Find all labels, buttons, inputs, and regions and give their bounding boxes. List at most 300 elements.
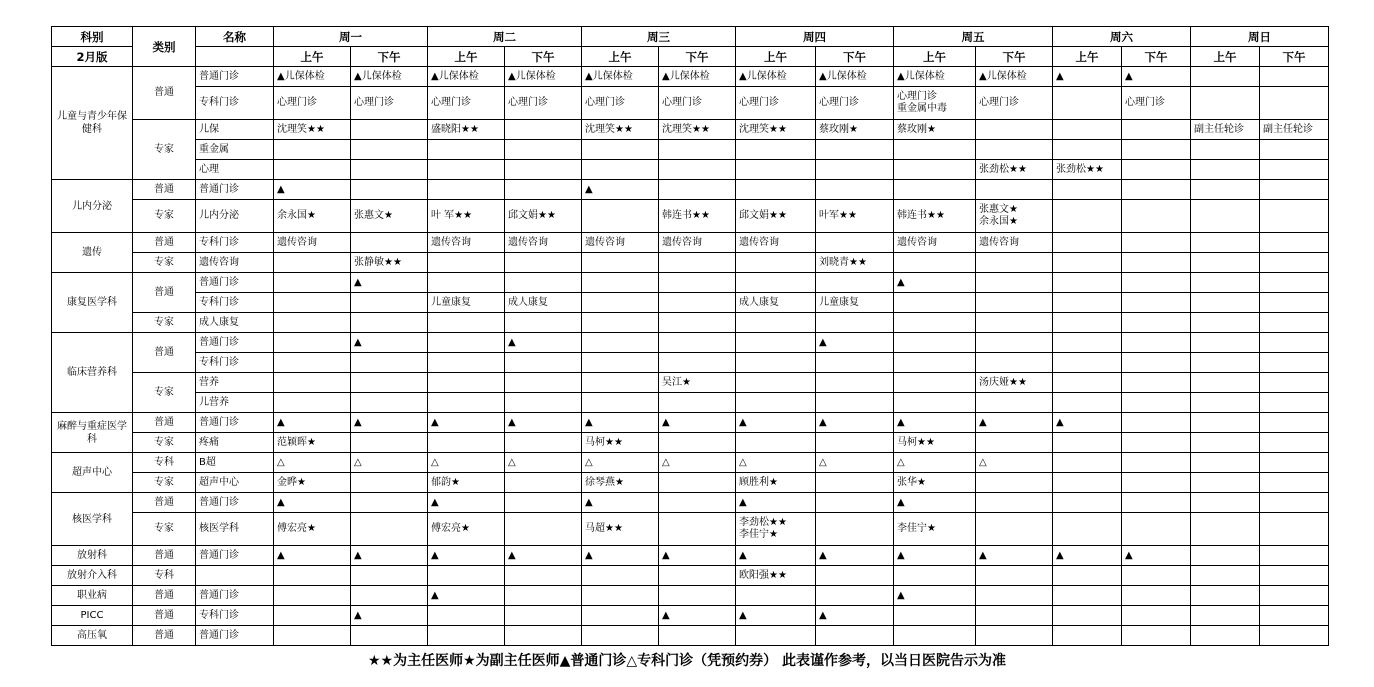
slot-cell	[505, 140, 582, 160]
slot-cell: ▲	[894, 586, 976, 606]
slot-cell	[428, 393, 505, 413]
slot-cell	[582, 313, 659, 333]
slot-cell	[1122, 453, 1191, 473]
slot-cell: ▲	[582, 180, 659, 200]
am-header: 上午	[736, 47, 816, 67]
slot-cell	[659, 160, 736, 180]
department-cell: 核医学科	[52, 493, 133, 546]
slot-cell: 张华★	[894, 473, 976, 493]
slot-cell: ▲	[976, 413, 1053, 433]
slot-cell	[659, 313, 736, 333]
slot-cell	[582, 566, 659, 586]
slot-cell	[1053, 453, 1122, 473]
slot-cell	[736, 393, 816, 413]
slot-cell: ▲儿保体检	[351, 67, 428, 87]
slot-cell: ▲	[976, 546, 1053, 566]
slot-cell	[1191, 493, 1260, 513]
slot-cell	[1191, 586, 1260, 606]
slot-cell	[1260, 200, 1329, 233]
slot-cell	[1191, 513, 1260, 546]
slot-cell	[1260, 393, 1329, 413]
slot-cell	[816, 586, 894, 606]
slot-cell: △	[428, 453, 505, 473]
department-cell: 康复医学科	[52, 273, 133, 333]
slot-cell: △	[351, 453, 428, 473]
slot-cell	[1191, 293, 1260, 313]
version-label: 2月版	[52, 47, 133, 67]
slot-cell: 张惠文★	[351, 200, 428, 233]
clinic-name-cell: 营养	[196, 373, 274, 393]
slot-cell	[428, 333, 505, 353]
slot-cell	[1260, 513, 1329, 546]
slot-cell	[1053, 180, 1122, 200]
schedule-row	[52, 273, 1329, 293]
slot-cell: 张劲松★★	[1053, 160, 1122, 180]
slot-cell: 马柯★★	[894, 433, 976, 453]
schedule-row	[52, 180, 1329, 200]
slot-cell	[1053, 353, 1122, 373]
clinic-name-cell	[196, 566, 274, 586]
slot-cell	[1191, 273, 1260, 293]
slot-cell: △	[736, 453, 816, 473]
slot-cell	[1191, 140, 1260, 160]
slot-cell	[505, 606, 582, 626]
slot-cell: 马超★★	[582, 513, 659, 546]
slot-cell	[1053, 473, 1122, 493]
category-cell: 专家	[133, 120, 196, 180]
slot-cell	[274, 393, 351, 413]
slot-cell: 沈理笑★★	[274, 120, 351, 140]
slot-cell: 傅宏亮★	[428, 513, 505, 546]
schedule-row	[52, 140, 1329, 160]
slot-cell	[428, 180, 505, 200]
slot-cell	[428, 606, 505, 626]
slot-cell: ▲	[274, 546, 351, 566]
category-cell: 普通	[133, 233, 196, 253]
slot-cell	[428, 566, 505, 586]
slot-cell	[659, 513, 736, 546]
slot-cell	[351, 493, 428, 513]
slot-cell	[274, 333, 351, 353]
slot-cell: ▲	[736, 546, 816, 566]
slot-cell	[1122, 160, 1191, 180]
schedule-row	[52, 67, 1329, 87]
slot-cell	[894, 373, 976, 393]
slot-cell	[894, 353, 976, 373]
slot-cell: 遗传咨询	[659, 233, 736, 253]
slot-cell: ▲	[659, 546, 736, 566]
slot-cell	[976, 513, 1053, 546]
slot-cell	[582, 293, 659, 313]
slot-cell	[505, 586, 582, 606]
slot-cell	[894, 253, 976, 273]
category-cell: 普通	[133, 493, 196, 513]
schedule-row	[52, 453, 1329, 473]
slot-cell	[505, 393, 582, 413]
slot-cell	[976, 293, 1053, 313]
slot-cell: 遗传咨询	[582, 233, 659, 253]
slot-cell	[1053, 293, 1122, 313]
slot-cell	[976, 493, 1053, 513]
clinic-name-cell: 普通门诊	[196, 413, 274, 433]
slot-cell: 郁韵★	[428, 473, 505, 493]
clinic-name-cell: 遗传咨询	[196, 253, 274, 273]
slot-cell: 心理门诊	[736, 87, 816, 120]
slot-cell	[274, 353, 351, 373]
slot-cell: ▲儿保体检	[274, 67, 351, 87]
category-cell: 专家	[133, 373, 196, 413]
slot-cell: 心理门诊	[816, 87, 894, 120]
slot-cell	[894, 140, 976, 160]
slot-cell: ▲	[894, 273, 976, 293]
slot-cell: 心理门诊	[351, 87, 428, 120]
slot-cell	[428, 353, 505, 373]
slot-cell	[659, 140, 736, 160]
slot-cell	[274, 140, 351, 160]
schedule-row	[52, 253, 1329, 273]
slot-cell	[736, 273, 816, 293]
slot-cell	[894, 180, 976, 200]
slot-cell	[736, 333, 816, 353]
day-header-tue: 周二	[428, 27, 582, 47]
slot-cell	[1122, 413, 1191, 433]
slot-cell: ▲	[274, 493, 351, 513]
slot-cell	[976, 273, 1053, 293]
schedule-row	[52, 433, 1329, 453]
slot-cell	[736, 180, 816, 200]
clinic-name-cell: 普通门诊	[196, 333, 274, 353]
slot-cell: 徐琴燕★	[582, 473, 659, 493]
schedule-table	[51, 26, 1329, 646]
slot-cell: 韩连书★★	[659, 200, 736, 233]
slot-cell: ▲儿保体检	[976, 67, 1053, 87]
clinic-name-cell: 专科门诊	[196, 87, 274, 120]
am-header: 上午	[1191, 47, 1260, 67]
slot-cell	[1122, 513, 1191, 546]
slot-cell	[428, 140, 505, 160]
category-cell: 普通	[133, 413, 196, 433]
slot-cell: ▲	[428, 493, 505, 513]
slot-cell	[1053, 373, 1122, 393]
slot-cell	[505, 373, 582, 393]
slot-cell	[1191, 160, 1260, 180]
slot-cell: 叶军★★	[816, 200, 894, 233]
slot-cell: ▲儿保体检	[659, 67, 736, 87]
department-cell: 超声中心	[52, 453, 133, 493]
clinic-name-cell: 普通门诊	[196, 180, 274, 200]
slot-cell: ▲	[351, 546, 428, 566]
slot-cell	[428, 313, 505, 333]
slot-cell	[1191, 67, 1260, 87]
slot-cell	[1053, 513, 1122, 546]
slot-cell	[976, 333, 1053, 353]
slot-cell: 心理门诊	[505, 87, 582, 120]
slot-cell	[894, 393, 976, 413]
department-cell: PICC	[52, 606, 133, 626]
slot-cell	[1191, 393, 1260, 413]
slot-cell	[894, 606, 976, 626]
slot-cell	[1191, 253, 1260, 273]
slot-cell: 遗传咨询	[274, 233, 351, 253]
slot-cell	[659, 493, 736, 513]
slot-cell	[505, 273, 582, 293]
slot-cell	[1122, 353, 1191, 373]
slot-cell	[274, 313, 351, 333]
slot-cell: ▲	[428, 586, 505, 606]
slot-cell	[1260, 180, 1329, 200]
am-header: 上午	[1053, 47, 1122, 67]
slot-cell	[1260, 353, 1329, 373]
slot-cell: 马柯★★	[582, 433, 659, 453]
slot-cell	[505, 120, 582, 140]
slot-cell: 傅宏亮★	[274, 513, 351, 546]
slot-cell	[428, 626, 505, 646]
slot-cell	[274, 586, 351, 606]
department-cell: 儿童与青少年保健科	[52, 67, 133, 180]
slot-cell	[1260, 626, 1329, 646]
slot-cell	[816, 393, 894, 413]
slot-cell	[976, 473, 1053, 493]
clinic-name-cell: 普通门诊	[196, 273, 274, 293]
schedule-row	[52, 293, 1329, 313]
slot-cell	[582, 586, 659, 606]
slot-cell	[1260, 546, 1329, 566]
slot-cell: ▲	[736, 413, 816, 433]
legend-note: ★★为主任医师★为副主任医师▲普通门诊△专科门诊（凭预约券） 此表谨作参考，以当日医院告示为准	[367, 653, 1007, 669]
slot-cell	[816, 273, 894, 293]
slot-cell	[1053, 393, 1122, 413]
slot-cell	[659, 353, 736, 373]
slot-cell: ▲	[351, 606, 428, 626]
slot-cell	[816, 233, 894, 253]
slot-cell	[1260, 433, 1329, 453]
slot-cell	[1122, 433, 1191, 453]
slot-cell: 李佳宁★	[894, 513, 976, 546]
day-header-thu: 周四	[736, 27, 894, 47]
schedule-row	[52, 566, 1329, 586]
pm-header: 下午	[351, 47, 428, 67]
slot-cell: 张劲松★★	[976, 160, 1053, 180]
slot-cell	[505, 566, 582, 586]
slot-cell	[505, 253, 582, 273]
slot-cell: 张静敏★★	[351, 253, 428, 273]
slot-cell: 遗传咨询	[894, 233, 976, 253]
slot-cell	[1122, 120, 1191, 140]
slot-cell	[1122, 200, 1191, 233]
slot-cell	[1053, 273, 1122, 293]
category-cell: 普通	[133, 606, 196, 626]
am-header: 上午	[274, 47, 351, 67]
schedule-row	[52, 313, 1329, 333]
schedule-row	[52, 626, 1329, 646]
slot-cell	[351, 233, 428, 253]
slot-cell	[816, 626, 894, 646]
slot-cell: ▲	[659, 413, 736, 433]
slot-cell: 心理门诊	[976, 87, 1053, 120]
slot-cell	[1122, 333, 1191, 353]
slot-cell	[582, 606, 659, 626]
slot-cell	[582, 626, 659, 646]
category-cell: 普通	[133, 333, 196, 373]
slot-cell: ▲	[428, 546, 505, 566]
slot-cell	[1191, 626, 1260, 646]
slot-cell	[1191, 373, 1260, 393]
clinic-name-cell: 儿内分泌	[196, 200, 274, 233]
category-header: 类别	[133, 27, 196, 67]
slot-cell: ▲儿保体检	[816, 67, 894, 87]
slot-cell	[1053, 313, 1122, 333]
day-header-fri: 周五	[894, 27, 1053, 47]
slot-cell	[816, 373, 894, 393]
slot-cell: ▲	[894, 546, 976, 566]
slot-cell	[1260, 333, 1329, 353]
clinic-name-cell: 核医学科	[196, 513, 274, 546]
slot-cell	[1191, 200, 1260, 233]
slot-cell	[1260, 473, 1329, 493]
day-header-wed: 周三	[582, 27, 736, 47]
schedule-row	[52, 120, 1329, 140]
slot-cell: ▲	[1122, 546, 1191, 566]
clinic-name-cell: 专科门诊	[196, 233, 274, 253]
slot-cell	[351, 353, 428, 373]
department-cell: 放射科	[52, 546, 133, 566]
slot-cell: 心理门诊	[659, 87, 736, 120]
slot-cell: 顾胜利★	[736, 473, 816, 493]
slot-cell	[1122, 373, 1191, 393]
slot-cell	[274, 626, 351, 646]
slot-cell: 心理门诊 重金属中毒	[894, 87, 976, 120]
slot-cell: 心理门诊	[1122, 87, 1191, 120]
schedule-row	[52, 393, 1329, 413]
clinic-name-cell: 普通门诊	[196, 586, 274, 606]
clinic-name-cell: 普通门诊	[196, 493, 274, 513]
slot-cell: 刘晓青★★	[816, 253, 894, 273]
slot-cell	[274, 293, 351, 313]
clinic-name-cell: B超	[196, 453, 274, 473]
clinic-name-cell: 普通门诊	[196, 67, 274, 87]
slot-cell	[1260, 160, 1329, 180]
slot-cell: △	[659, 453, 736, 473]
slot-cell	[1260, 493, 1329, 513]
slot-cell	[1260, 586, 1329, 606]
slot-cell	[659, 253, 736, 273]
slot-cell	[659, 273, 736, 293]
slot-cell	[894, 566, 976, 586]
slot-cell	[659, 180, 736, 200]
slot-cell	[1122, 493, 1191, 513]
slot-cell	[816, 140, 894, 160]
slot-cell	[1260, 313, 1329, 333]
category-cell: 专家	[133, 313, 196, 333]
slot-cell	[659, 393, 736, 413]
slot-cell	[428, 253, 505, 273]
category-cell: 专家	[133, 513, 196, 546]
slot-cell: ▲	[505, 413, 582, 433]
slot-cell: 遗传咨询	[428, 233, 505, 253]
slot-cell	[736, 433, 816, 453]
slot-cell	[894, 626, 976, 646]
slot-cell	[1191, 180, 1260, 200]
slot-cell	[351, 566, 428, 586]
slot-cell: △	[582, 453, 659, 473]
slot-cell: 李劲松★★ 李佳宁★	[736, 513, 816, 546]
slot-cell: 心理门诊	[274, 87, 351, 120]
slot-cell	[1191, 413, 1260, 433]
slot-cell: 沈理笑★★	[659, 120, 736, 140]
slot-cell: △	[894, 453, 976, 473]
clinic-name-cell: 成人康复	[196, 313, 274, 333]
slot-cell: 张惠文★ 余永国★	[976, 200, 1053, 233]
pm-header: 下午	[505, 47, 582, 67]
slot-cell	[1191, 473, 1260, 493]
slot-cell	[976, 433, 1053, 453]
slot-cell	[582, 160, 659, 180]
slot-cell: ▲	[1053, 67, 1122, 87]
slot-cell: 心理门诊	[428, 87, 505, 120]
slot-cell	[659, 586, 736, 606]
slot-cell	[1053, 626, 1122, 646]
slot-cell	[894, 313, 976, 333]
clinic-name-cell: 专科门诊	[196, 606, 274, 626]
slot-cell	[1053, 606, 1122, 626]
dept-header: 科别	[52, 27, 133, 47]
slot-cell: ▲	[505, 546, 582, 566]
category-cell: 专家	[133, 253, 196, 273]
schedule-row	[52, 606, 1329, 626]
category-cell: 普通	[133, 546, 196, 566]
slot-cell	[736, 140, 816, 160]
slot-cell: 范颖晖★	[274, 433, 351, 453]
slot-cell	[1260, 140, 1329, 160]
slot-cell	[1260, 453, 1329, 473]
slot-cell	[505, 353, 582, 373]
slot-cell	[351, 373, 428, 393]
slot-cell: ▲	[894, 493, 976, 513]
slot-cell	[1122, 140, 1191, 160]
slot-cell	[428, 373, 505, 393]
slot-cell: 邱文娟★★	[505, 200, 582, 233]
slot-cell: ▲儿保体检	[736, 67, 816, 87]
slot-cell	[976, 566, 1053, 586]
slot-cell	[894, 293, 976, 313]
clinic-name-cell: 重金属	[196, 140, 274, 160]
slot-cell	[816, 433, 894, 453]
slot-cell: 遗传咨询	[505, 233, 582, 253]
slot-cell	[659, 333, 736, 353]
slot-cell	[351, 626, 428, 646]
schedule-row	[52, 160, 1329, 180]
slot-cell: 盛晓阳★★	[428, 120, 505, 140]
header-row-halfday	[52, 47, 1329, 67]
slot-cell	[1191, 606, 1260, 626]
slot-cell: ▲	[736, 606, 816, 626]
slot-cell	[976, 313, 1053, 333]
slot-cell: △	[505, 453, 582, 473]
slot-cell	[1122, 566, 1191, 586]
pm-header: 下午	[816, 47, 894, 67]
slot-cell: 金晔★	[274, 473, 351, 493]
slot-cell	[816, 473, 894, 493]
slot-cell: 儿童康复	[816, 293, 894, 313]
slot-cell	[582, 273, 659, 293]
name-header-blank	[196, 47, 274, 67]
schedule-row	[52, 87, 1329, 120]
slot-cell	[736, 160, 816, 180]
schedule-row	[52, 493, 1329, 513]
slot-cell	[736, 353, 816, 373]
slot-cell	[1260, 253, 1329, 273]
slot-cell	[1191, 313, 1260, 333]
